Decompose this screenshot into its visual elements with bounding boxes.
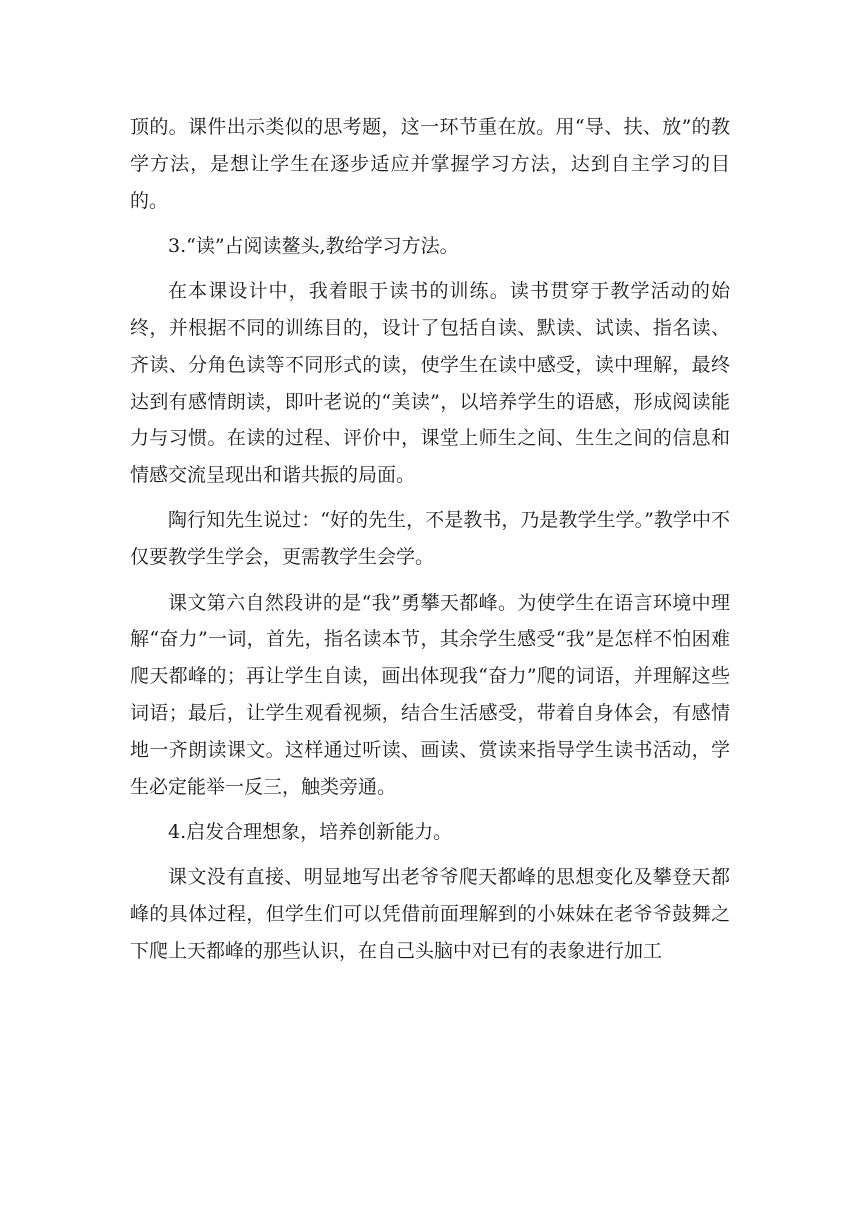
section-heading-4: 4.启发合理想象，培养创新能力。 <box>168 820 453 843</box>
paragraph-imagination: 课文没有直接、明显地写出老爷爷爬天都峰的思想变化及攀登天都峰的具体过程，但学生们可以凭借前面理解到的小妹妹在老爷爷鼓舞之下爬上天都峰的那些认识，在自己头脑中对已有的表象进行加工 <box>130 866 730 962</box>
section-heading-3: 3.“读”占阅读鳌头,教给学习方法。 <box>168 234 459 257</box>
document-body <box>130 109 730 978</box>
paragraph-continuation: 顶的。课件出示类似的思考题，这一环节重在放。用“导、扶、放”的教学方法，是想让学生在逐步适应并掌握学习方法，达到自主学习的目的。 <box>130 116 730 212</box>
paragraph-sixth-section: 课文第六自然段讲的是“我”勇攀天都峰。为使学生在语言环境中理解“奋力”一词，首先，指名读本节，其余学生感受“我”是怎样不怕困难爬天都峰的；再让学生自读，画出体现我“奋力”爬的词语，并理解这些词语；最后，让学生观看视频，结合生活感受，带着自身体会，有感情地一齐朗读课文。这样通过听读、画读、赏读来指导学生读书活动，学生必定能举一反三，触类旁通。 <box>130 591 730 798</box>
paragraph-reading-training: 在本课设计中，我着眼于读书的训练。读书贯穿于教学活动的始终，并根据不同的训练目的，设计了包括自读、默读、试读、指名读、齐读、分角色读等不同形式的读，使学生在读中感受，读中理解，最终达到有感情朗读，即叶老说的“美读”，以培养学生的语感，形成阅读能力与习惯。在读的过程、评价中，课堂上师生之间、生生之间的信息和情感交流呈现出和谐共振的局面。 <box>130 280 730 487</box>
paragraph-tao-xingzhi-quote: 陶行知先生说过：“好的先生，不是教书，乃是教学生学。”教学中不仅要教学生学会，更需教学生会学。 <box>130 509 730 569</box>
